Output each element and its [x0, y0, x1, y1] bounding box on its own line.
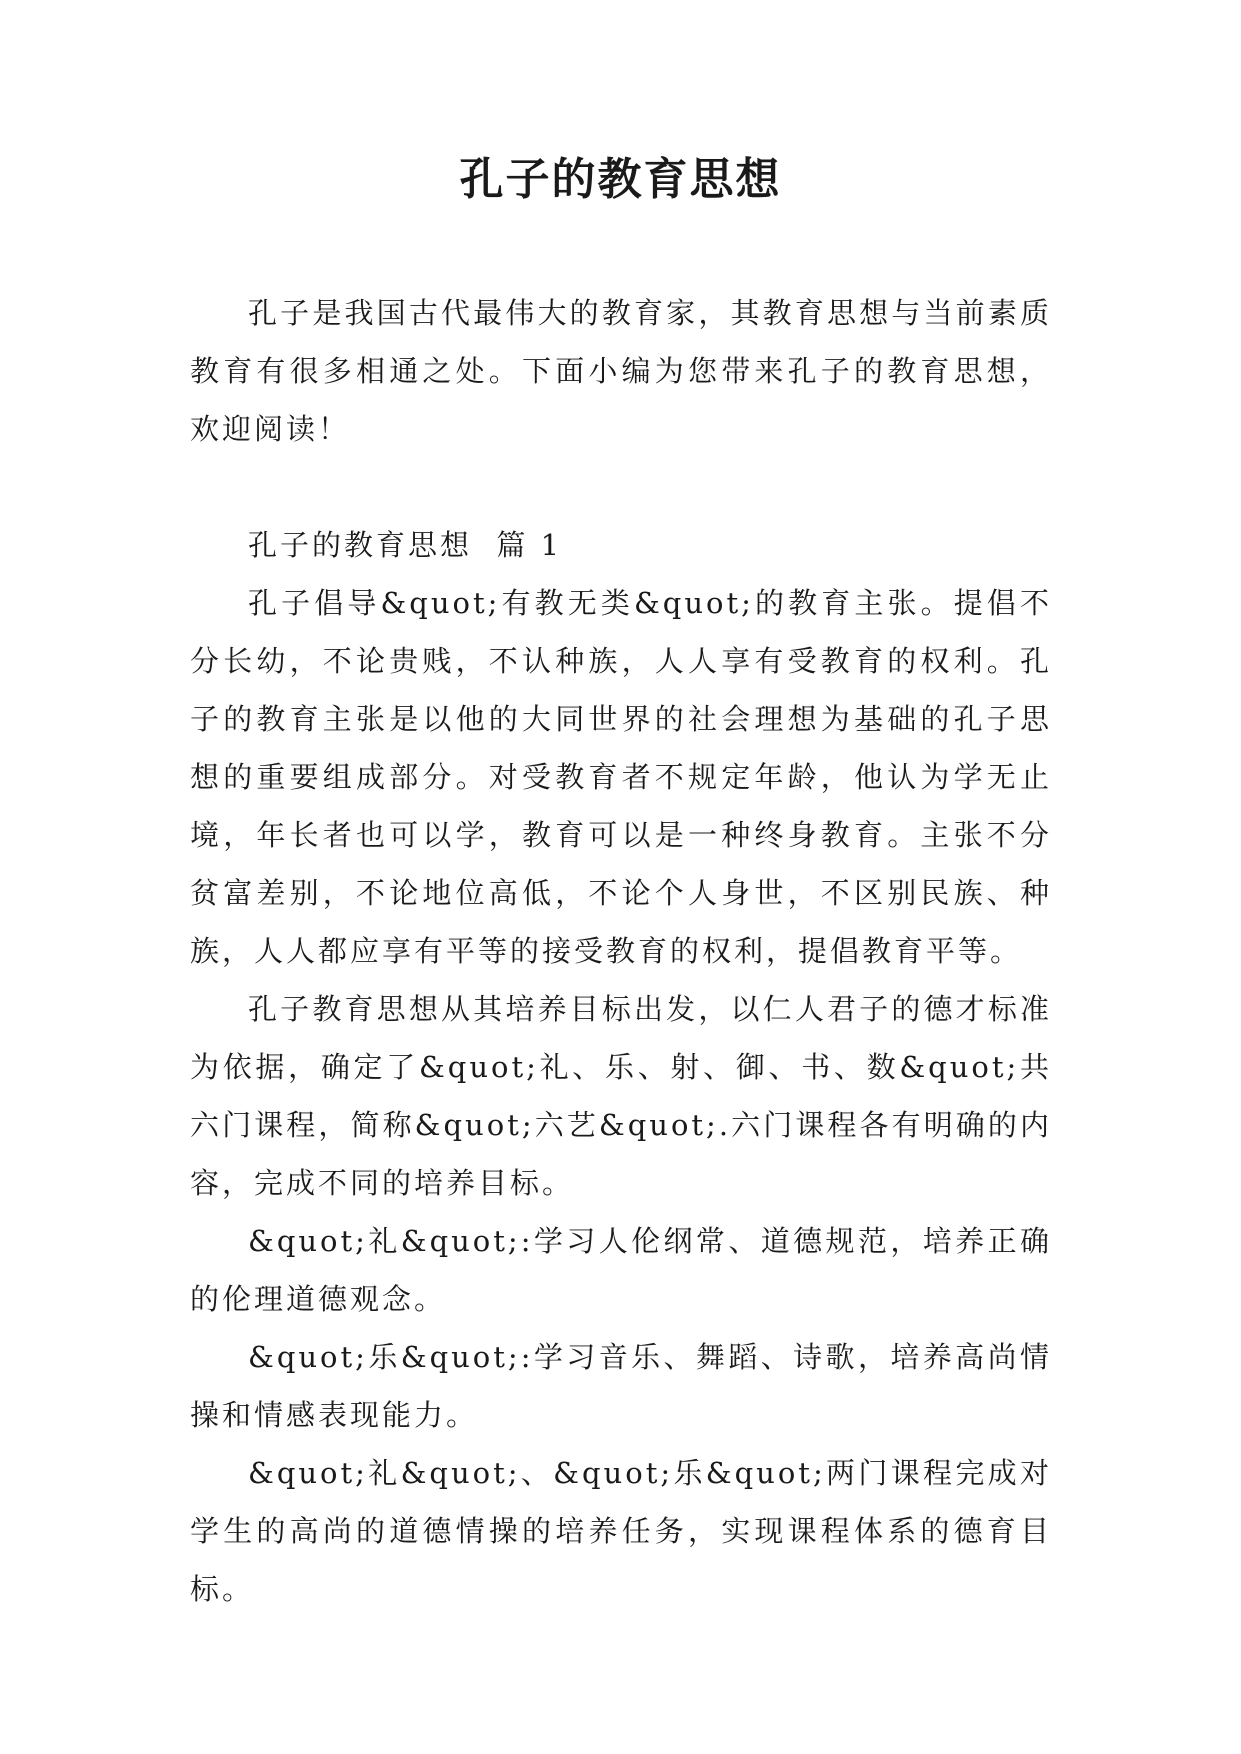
document-body	[190, 284, 1052, 1618]
body-paragraph: 孔子倡导&quot;有教无类&quot;的教育主张。提倡不分长幼，不论贵贱，不认种族，人人享有受教育的权利。孔子的教育主张是以他的大同世界的社会理想为基础的孔子思想的重要组成部分。对受教育者不规定年龄，他认为学无止境，年长者也可以学，教育可以是一种终身教育。主张不分贫富差别，不论地位高低，不论个人身世，不区别民族、种族，人人都应享有平等的接受教育的权利，提倡教育平等。	[190, 586, 1052, 968]
document-title: 孔子的教育思想	[459, 154, 782, 205]
intro-paragraph: 孔子是我国古代最伟大的教育家，其教育思想与当前素质教育有很多相通之处。下面小编为您带来孔子的教育思想，欢迎阅读！	[190, 296, 1052, 446]
body-paragraph: 孔子教育思想从其培养目标出发，以仁人君子的德才标准为依据，确定了&quot;礼、乐、射、御、书、数&quot;共六门课程，简称&quot;六艺&quot;.六门课程各有明确的内容，完成不同的培养目标。	[190, 992, 1052, 1200]
body-paragraph: &quot;礼&quot;、&quot;乐&quot;两门课程完成对学生的高尚的道德情操的培养任务，实现课程体系的德育目标。	[190, 1456, 1052, 1606]
body-paragraph: &quot;礼&quot;:学习人伦纲常、道德规范，培养正确的伦理道德观念。	[190, 1224, 1052, 1316]
body-paragraph: &quot;乐&quot;:学习音乐、舞蹈、诗歌，培养高尚情操和情感表现能力。	[190, 1340, 1052, 1432]
section-heading: 孔子的教育思想 篇 1	[248, 528, 563, 562]
